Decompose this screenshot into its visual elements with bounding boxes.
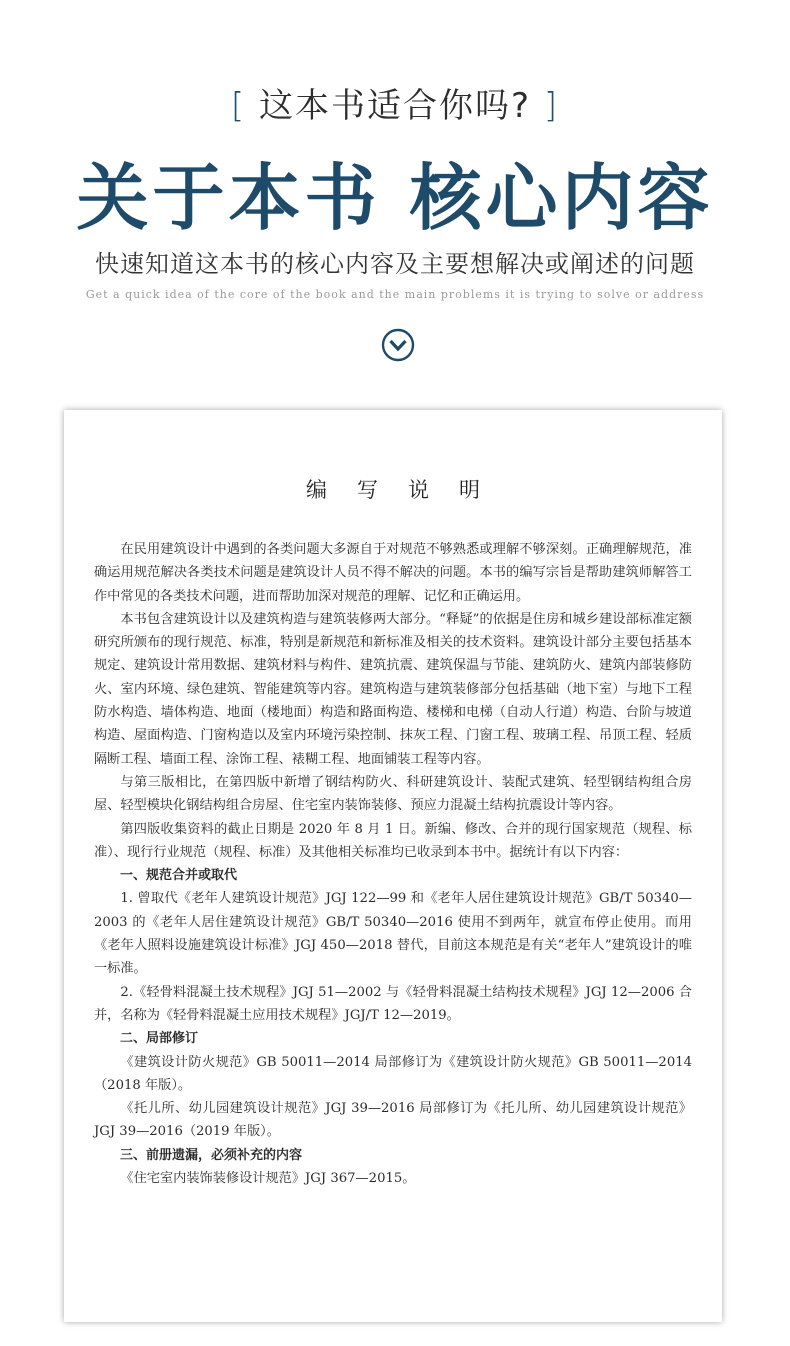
section-heading: 三、前册遗漏，必须补充的内容 bbox=[120, 1147, 303, 1163]
paragraph: 本书包含建筑设计以及建筑构造与建筑装修两大部分。“释疑”的依据是住房和城乡建设部标准定额研究所颁布的现行规范、标准，特别是新规范和新标准及相关的技术资料。建筑设计部分主要包括基本规定、建筑设计常用数据、建筑材料与构件、建筑抗震、建筑保温与节能、建筑防火、建筑内部装修防火、室内环境、绿色建筑、智能建筑等内容。建筑构造与建筑装修部分包括基础（地下室）与地下工程防水构造、墙体构造、地面（楼地面）构造和路面构造、楼梯和电梯（自动人行道）构造、台阶与坡道构造、屋面构造、门窗构造以及室内环境污染控制、抹灰工程、门窗工程、玻璃工程、吊顶工程、轻质隔断工程、墙面工程、涂饰工程、裱糊工程、地面铺装工程等内容。 bbox=[94, 611, 692, 767]
document-body bbox=[94, 538, 692, 1190]
paragraph: 与第三版相比，在第四版中新增了钢结构防火、科研建筑设计、装配式建筑、轻型钢结构组合房屋、轻型模块化钢结构组合房屋、住宅室内装饰装修、预应力混凝土结构抗震设计等内容。 bbox=[94, 774, 692, 814]
left-bracket: [ bbox=[230, 86, 247, 126]
paragraph: 第四版收集资料的截止日期是 2020 年 8 月 1 日。新编、修改、合并的现行国家规范（规程、标准）、现行行业规范（规程、标准）及其他相关标准均已收录到本书中。据统计有以下内容： bbox=[94, 821, 692, 860]
list-item: 《建筑设计防火规范》GB 50011—2014 局部修订为《建筑设计防火规范》GB 50011—2014（2018 年版）。 bbox=[94, 1054, 692, 1093]
list-item: 1. 曾取代《老年人建筑设计规范》JGJ 122—99 和《老年人居住建筑设计规范》GB/T 50340—2003 的《老年人居住建筑设计规范》GB/T 50340—2016 使用不到两年，就宣布停止使用。而用《老年人照料设施建筑设计标准》JGJ 450—2018 替代，目前这本规范是有关“老年人”建筑设计的唯一标准。 bbox=[94, 891, 692, 977]
list-item: 《住宅室内装饰装修设计规范》JGJ 367—2015。 bbox=[120, 1171, 416, 1187]
section-heading: 一、规范合并或取代 bbox=[120, 868, 238, 884]
question-text: 这本书适合你吗? bbox=[258, 86, 532, 126]
book-fit-question bbox=[0, 78, 790, 127]
main-title: 关于本书 核心内容 bbox=[76, 155, 714, 240]
list-item: 2.《轻骨料混凝土技术规程》JGJ 51—2002 与《轻骨料混凝土结构技术规程》JGJ 12—2006 合并，名称为《轻骨料混凝土应用技术规程》JGJ/T 12—2019。 bbox=[94, 984, 692, 1023]
chevron-down-circle-icon bbox=[381, 328, 415, 362]
subtitle: 快速知道这本书的核心内容及主要想解决或阐述的问题 bbox=[95, 250, 695, 278]
paragraph: 在民用建筑设计中遇到的各类问题大多源自于对规范不够熟悉或理解不够深刻。正确理解规范，准确运用规范解决各类技术问题是建筑设计人员不得不解决的问题。本书的编写宗旨是帮助建筑师解答工作中常见的各类技术问题，进而帮助加深对规范的理解、记忆和正确运用。 bbox=[94, 542, 692, 604]
document-title: 编写说明 bbox=[306, 478, 510, 502]
list-item: 《托儿所、幼儿园建筑设计规范》JGJ 39—2016 局部修订为《托儿所、幼儿园建筑设计规范》JGJ 39—2016（2019 年版）。 bbox=[94, 1101, 692, 1140]
document-page bbox=[64, 410, 722, 1322]
section-heading: 二、局部修订 bbox=[120, 1031, 199, 1047]
english-subtitle: Get a quick idea of the core of the book and the main problems it is trying to solve or address bbox=[85, 288, 705, 301]
right-bracket: ] bbox=[543, 86, 560, 126]
